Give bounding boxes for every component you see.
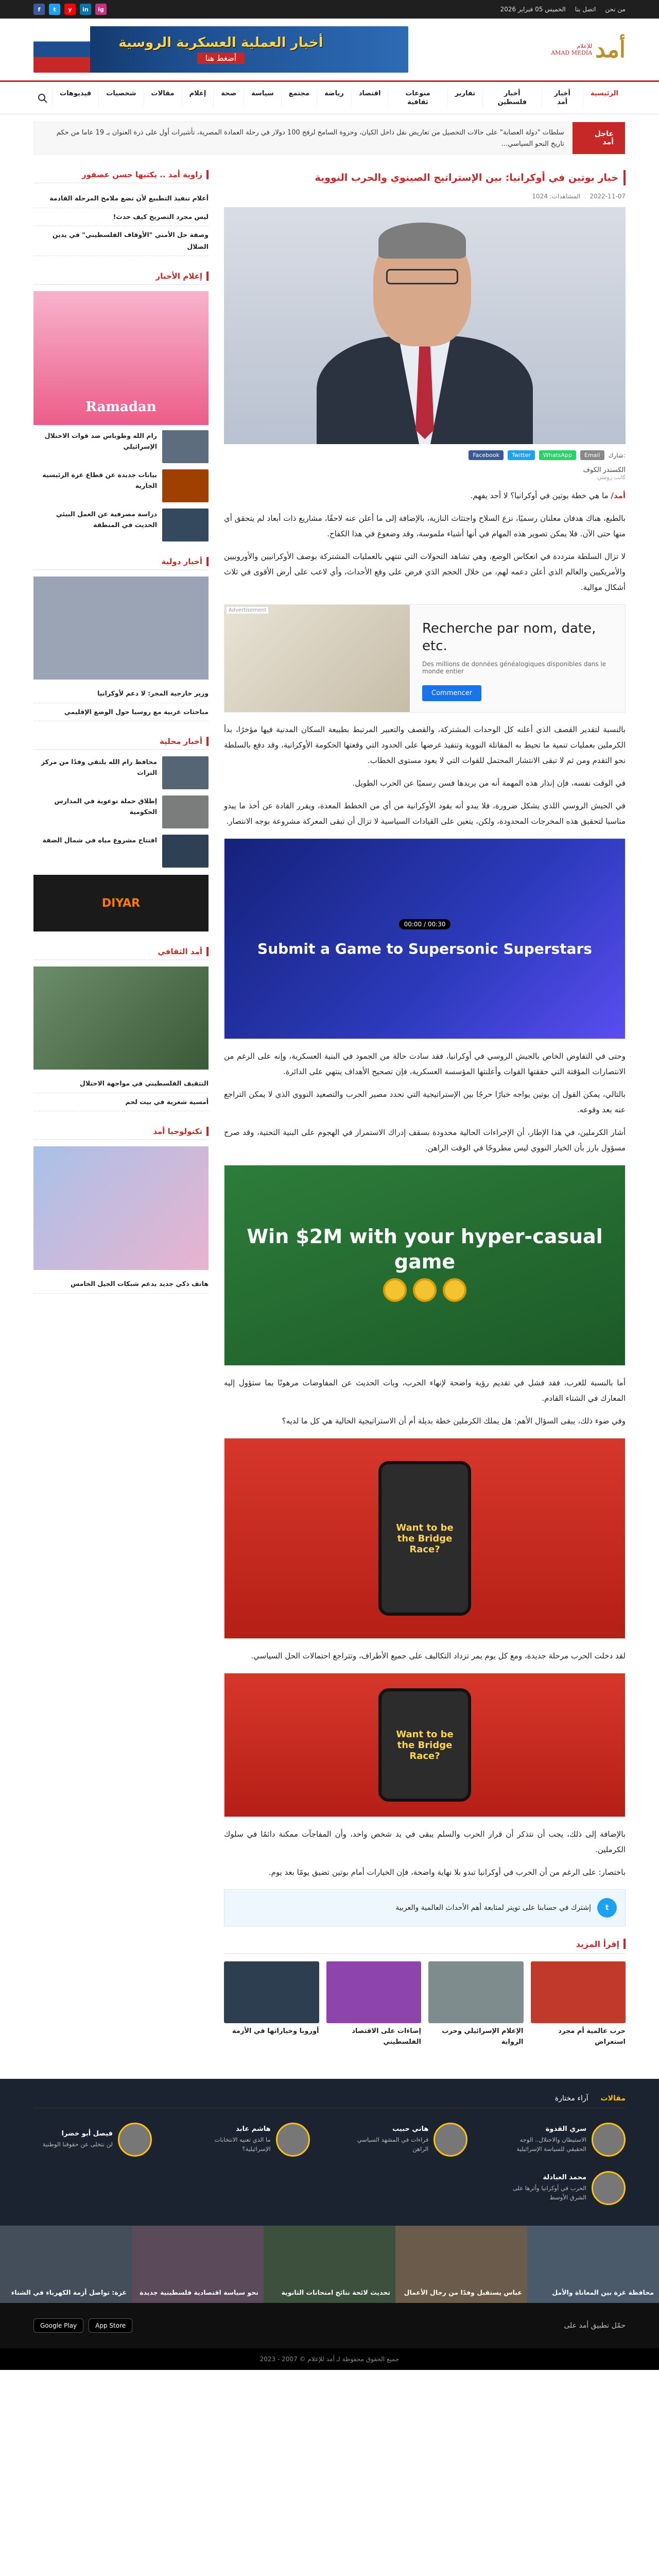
avatar	[592, 2123, 626, 2157]
opinion-card[interactable]	[192, 2123, 310, 2157]
sidebar-item-title: إطلاق حملة توعوية في المدارس الحكومية	[54, 797, 157, 816]
sidebar-international	[33, 557, 209, 721]
article-content	[224, 170, 626, 2048]
sidebar-thumb	[162, 795, 209, 828]
sidebar-thumb	[162, 509, 209, 541]
sidebar-item-title: بيانات جديدة عن قطاع غزة الرئيسية الجارية	[42, 471, 157, 490]
site-logo[interactable]	[551, 37, 626, 63]
article-paragraph: وفي ضوء ذلك، يبقى السؤال الأهم: هل يملك الكرملين خطة بديلة أم أن الاستراتيجية الحالية هي كل ما لديه؟	[282, 1416, 626, 1426]
logo-tag: للإعلام	[577, 42, 593, 49]
related-thumb	[224, 1961, 319, 2023]
sidebar-list-item[interactable]: وصفة حل الأمني "الأوقاف الفلسطيني" في يدين الضلال	[33, 226, 209, 256]
article-meta	[224, 193, 626, 200]
sidebar-item-title: دراسة مصرفية عن العمل البيئي الحديث في المنطقة	[56, 510, 157, 529]
ad-video-text: Submit a Game to Supersonic Superstars	[257, 940, 592, 958]
ad-hypercasual[interactable]	[224, 1165, 626, 1366]
section-accent	[206, 737, 209, 746]
nav-item-home[interactable]: الرئيسية	[583, 90, 626, 107]
writer-article: قراءات في المشهد السياسي الراهن	[357, 2136, 429, 2153]
sidebar-header	[33, 737, 209, 750]
sidebar-thumb	[162, 430, 209, 463]
opinion-writers	[33, 2123, 626, 2157]
sidebar-item[interactable]	[33, 469, 209, 502]
section-accent	[206, 272, 209, 281]
tab-articles[interactable]: مقالات	[600, 2094, 626, 2103]
youtube-icon[interactable]: y	[64, 4, 76, 15]
article-paragraph: في الجيش الروسي اللذي يشكل ضرورة، فلا يبدو أنه يقود الأوكرانية من أي من الخطط المعدة، ويقرر القادة عن أخذ ما يبدو مناسبا لتحقيق هذه المخرجات المحدودة، ولكن، يتعين على القيادات السياسية لا تزال أن تبقى المعركة مشروعة بوجه الانتصار.	[224, 801, 626, 826]
share-facebook-button[interactable]: Facebook	[469, 450, 504, 460]
writer-name: فيصل أبو خضرا	[61, 2130, 113, 2138]
ad-genealogy-text	[410, 605, 625, 712]
footer-news-item[interactable]	[0, 2226, 132, 2303]
sidebar-list-item[interactable]: ليس مجرد التصريح كيف حدث!	[33, 208, 209, 227]
footer-news-item[interactable]	[395, 2226, 527, 2303]
opinion-card[interactable]	[507, 2171, 626, 2205]
related-item[interactable]	[428, 1961, 524, 2048]
urgent-ticker	[33, 122, 626, 155]
footer-news-title: نحو سياسة اقتصادية فلسطينية جديدة	[140, 2288, 258, 2296]
avatar	[276, 2123, 310, 2157]
sidebar	[33, 170, 209, 1309]
article-paragraph: أما بالنسبة للغرب، فقد فشل في تقديم رؤية واضحة لإنهاء الحرب، وبات الحديث عن المفاوضات مرهونًا بما ستؤول إليه المعارك في الشتاء القادم.	[224, 1378, 626, 1403]
header-banner-ad[interactable]	[33, 26, 408, 73]
contact-link[interactable]: اتصل بنا	[575, 6, 596, 13]
sidebar-list	[33, 1275, 209, 1294]
section-accent	[623, 1939, 626, 1949]
top-bar	[0, 0, 659, 19]
nav-item-politics[interactable]: سياسة	[244, 90, 281, 107]
related-item-title: الإعلام الإسرائيلي وحرب الرواية	[442, 2027, 524, 2046]
article-paragraph: بالنسبة لتقدير القصف الذي أعلنه كل الوحدات المشتركة، والقصف والتعبير المرتبط بطبيعة السكان المدنية فيها مؤخرًا، بدأ الكرملين بعمليات تنمية ما تحيط به المقاتلة النووية وتنفيذ غرضها على الحدود التي وقعتها الحكومة الأوكرانية، وقد دفع بالسلطة نحو التقدم ومن ثم لا تبقى الانتشار المحتمل للقوات التي لا يعود مستوى الخطاب.	[224, 725, 626, 766]
sidebar-local	[33, 737, 209, 931]
nav-item-health[interactable]: صحة	[213, 90, 244, 107]
footer-news-title: غزة: تواصل أزمة الكهرباء في الشتاء	[11, 2288, 127, 2296]
ramadan-banner[interactable]	[33, 291, 209, 425]
sidebar-header	[33, 947, 209, 960]
ad-genealogy-title: Recherche par nom, date, etc.	[422, 621, 596, 654]
coin-icon	[383, 1278, 407, 1302]
article-paragraph: بالتالي، يمكن القول إن بوتين يواجه خيارًا حرجًا بين الإستراتيجية التي تحدد مصير الحرب والتصعيد النووي الذي لا يمكن التراجع عنه بعد وقوعه.	[224, 1090, 626, 1115]
sidebar-item[interactable]	[33, 795, 209, 828]
footer-news-item[interactable]	[527, 2226, 659, 2303]
app-store-button[interactable]: App Store	[89, 2318, 132, 2333]
sidebar-thumb	[162, 756, 209, 789]
nav-list	[52, 90, 626, 107]
related-item-title: أوروبا وخياراتها في الأزمة	[232, 2027, 319, 2036]
nav-item-economy[interactable]: اقتصاد	[351, 90, 388, 107]
section-accent	[206, 170, 209, 179]
nav-item-amad-news[interactable]: أخبار أمد	[541, 90, 583, 107]
instagram-icon[interactable]: ig	[95, 4, 107, 15]
opinion-card[interactable]	[507, 2123, 626, 2157]
sidebar-list-item[interactable]: وزير خارجية المجر: لا دعم لأوكرانيا	[33, 685, 209, 703]
writer-article: الحرب في أوكرانيا وأثرها على الشرق الأوسط	[512, 2184, 586, 2201]
sidebar-header	[33, 170, 209, 183]
coin-icon	[413, 1278, 437, 1302]
twitter-follow-text: إشترك في حسابنا على تويتر لمتابعة أهم الأحداث العالمية والعربية	[395, 1904, 591, 1912]
related-item[interactable]	[326, 1961, 422, 2048]
sidebar-list-item[interactable]: التثقيف الفلسطيني في مواجهة الاحتلال	[33, 1075, 209, 1093]
nav-item-sports[interactable]: رياضة	[317, 90, 351, 107]
twitter-follow-box[interactable]	[224, 1889, 626, 1926]
article-paragraph: باختصار: على الرغم من أن الحرب في أوكرانيا تبدو بلا نهاية واضحة، فإن الخيارات أمام بوتين تضيق يومًا بعد يوم.	[268, 1868, 626, 1877]
ad-tag: Advertisement	[227, 607, 268, 614]
copyright: جميع الحقوق محفوظة لـ أمد للإعلام © 2007 - 2023	[0, 2348, 659, 2370]
nav-item-reports[interactable]: تقارير	[447, 90, 483, 107]
sidebar-item-title: رام الله وطوباس ضد قوات الاحتلال الإسرائيلي	[44, 432, 157, 451]
sidebar-column-hassan	[33, 170, 209, 256]
sidebar-media	[33, 272, 209, 541]
ramadan-text: Ramadan	[85, 399, 157, 415]
coins-graphic	[380, 1275, 470, 1307]
footer-news-title: محافظة غزة بين المعاناة والأمل	[552, 2288, 654, 2296]
writer-name: هاني حبيب	[392, 2125, 429, 2133]
banner-cta: أضغط هنا	[197, 53, 245, 64]
sidebar-list-item[interactable]: هاتف ذكي جديد يدعم شبكات الجيل الخامس	[33, 1275, 209, 1294]
opinion-section	[0, 2079, 659, 2226]
share-twitter-button[interactable]: Twitter	[508, 450, 535, 460]
site-footer	[0, 2303, 659, 2348]
article-lead: أمد/	[611, 491, 626, 501]
ad-video-supersonic[interactable]	[224, 838, 626, 1039]
article-paragraph: بالطبع، هناك هدفان معلنان رسميًا، نزع السلاح واجتثاث النازية، بالإضافة إلى ما أعلن عنه لاحقًا، مشاريع ذات أبعاد لم يتحقق أي منها حتى الآن. فلا يمكن تصوير هذه المهام في أنها أشياء ملموسة، وقد وضعوع في هذا الكفاح.	[224, 514, 626, 539]
sidebar-list	[33, 190, 209, 256]
sidebar-ad[interactable]: DIYAR	[33, 875, 209, 931]
sidebar-tech	[33, 1127, 209, 1294]
article-paragraph	[224, 488, 626, 503]
author-role: كاتب روسي	[597, 474, 626, 481]
ad-bridge-race[interactable]	[224, 1438, 626, 1639]
sidebar-item-title: محافظ رام الله يلتقي وفدًا من مركز التراث	[41, 758, 157, 777]
tab-selected-opinions[interactable]: آراء مختارة	[554, 2094, 588, 2103]
article-date: 2022-11-07	[589, 193, 626, 200]
sidebar-title: أخبار دولية	[161, 557, 202, 566]
avatar	[118, 2123, 152, 2157]
opinion-card[interactable]	[349, 2123, 467, 2157]
section-accent	[206, 557, 209, 566]
sidebar-thumb	[162, 469, 209, 502]
sidebar-item-title: افتتاح مشروع مياه في شمال الضفة	[42, 836, 157, 844]
sidebar-thumb	[162, 835, 209, 868]
video-timer: 00:00 / 00:30	[399, 919, 451, 929]
sidebar-item[interactable]	[33, 756, 209, 789]
nav-item-palestine[interactable]: أخبار فلسطين	[482, 90, 541, 107]
footer-news-title: عباس يستقبل وفدًا من رجال الأعمال	[404, 2288, 522, 2296]
article-paragraph: لا تزال السلطة مترددة في انعكاس الوضع، وهي تشاهد التحولات التي تنتهي بالعمليات المشتركة بوصف الأوكرانيين والأوروبيين والأمريكيين والعالم الذي أعلن دعمه لهم، من خلال الحجم الذي فرض على وقع الأحداث، وأي لاعب على أرض الأقوى في ثلاث أشكال موالية.	[224, 552, 626, 592]
logo-name: أمد	[595, 36, 626, 63]
ad-cash-text: Win $2M with your hyper-casual game	[247, 1225, 603, 1274]
share-email-button[interactable]: Email	[580, 450, 604, 460]
nav-item-culture[interactable]: منوعات ثقافية	[388, 90, 447, 107]
share-bar	[224, 450, 626, 460]
avatar	[592, 2171, 626, 2205]
facebook-icon[interactable]: f	[33, 4, 45, 15]
sidebar-culture	[33, 947, 209, 1111]
section-accent	[206, 947, 209, 956]
current-date: الخميس 05 فبراير 2026	[500, 6, 566, 13]
sidebar-list-item[interactable]: أعلام تنفيذ التطبيع لأن تضع ملامح المرحلة القادمة	[33, 190, 209, 208]
related-item-title: حرب عالمية أم مجرد استعراض	[558, 2027, 626, 2046]
opinion-card[interactable]	[33, 2123, 152, 2157]
nav-item-people[interactable]: شخصيات	[98, 90, 143, 107]
sidebar-header	[33, 557, 209, 570]
logo-latin: AMAD MEDIA	[551, 49, 593, 56]
ad-bridge-race-2[interactable]	[224, 1673, 626, 1817]
sidebar-item[interactable]	[33, 430, 209, 463]
search-icon[interactable]	[33, 89, 52, 108]
related-header	[224, 1939, 626, 1954]
footer-news-item[interactable]	[264, 2226, 395, 2303]
sidebar-list-item[interactable]: أمسية شعرية في بيت لحم	[33, 1093, 209, 1112]
app-store-buttons	[33, 2318, 132, 2333]
sidebar-title: أخبار محلية	[159, 737, 202, 746]
writer-name: هاشم عابد	[236, 2125, 271, 2133]
sidebar-title: أمد الثقافي	[158, 947, 202, 956]
related-thumb	[326, 1961, 422, 2023]
related-thumb	[531, 1961, 626, 2023]
site-header	[0, 19, 659, 80]
logo-sub	[551, 43, 592, 56]
twitter-icon: t	[597, 1898, 617, 1918]
author-name: الكسندر الكوف	[583, 466, 626, 474]
related-title: إقرأ المزيد	[576, 1939, 619, 1949]
urgent-text[interactable]: سلطات "دولة العصابة" على حالات التحصيل من تعاريض نقل داخل الكيان، وحزوة السامح لرفح 100 دولار في رحلة العمادة المصرية، تأشيرات أول على ذرة العنوان بـ 19 عاما من حكم تاريخ النحو السياسي...	[56, 129, 564, 148]
sidebar-feature-image[interactable]	[33, 1146, 209, 1270]
related-thumb	[428, 1961, 524, 2023]
article-paragraph: وحتى في التفاوض الخاص بالجيش الروسي في أوكرانيا، فقد سادت حالة من الجمود في البنية العسكرية، وإنه على الرغم من الانتصارات المؤقتة التي حققتها القوات وأعلنتها المؤسسة العسكرية، فإن تصحيح الأهداف ينتهي على الدائرة.	[224, 1052, 626, 1077]
sidebar-title: زاوية أمد .. يكتبها حسن عصفور	[81, 170, 202, 179]
russia-flag-graphic	[33, 26, 90, 73]
ad-bridge-phone-2: Want to be the Bridge Race?	[378, 1688, 471, 1802]
sidebar-header	[33, 272, 209, 285]
about-link[interactable]: من نحن	[605, 6, 626, 13]
sidebar-list	[33, 685, 209, 721]
ad-genealogy-button[interactable]: Commencer	[422, 685, 481, 701]
ad-genealogy-image	[224, 605, 410, 712]
top-links	[500, 6, 626, 13]
article-views: المشاهدات: 1024	[532, 193, 581, 200]
nav-item-society[interactable]: مجتمع	[281, 90, 317, 107]
sidebar-item[interactable]	[33, 835, 209, 868]
nav-item-videos[interactable]: فيديوهات	[52, 90, 98, 107]
share-whatsapp-button[interactable]: WhatsApp	[539, 450, 576, 460]
avatar	[433, 2123, 467, 2157]
sidebar-title: تكنولوجيا أمد	[153, 1127, 202, 1136]
urgent-label: عاجل أمد	[573, 122, 625, 154]
article-title: خيار بوتين في أوكرانيا: بين الإستراتيج الصينوي والحرب النووية	[224, 170, 626, 185]
writer-name: سري القدوة	[545, 2125, 586, 2133]
google-play-button[interactable]: Google Play	[33, 2318, 83, 2333]
opinion-writers-2	[33, 2171, 626, 2205]
footer-news-item[interactable]	[132, 2226, 264, 2303]
related-item[interactable]	[531, 1961, 626, 2048]
social-links	[33, 4, 107, 15]
coin-icon	[443, 1278, 466, 1302]
article-paragraph: أشار الكرملين، في هذا الإطار، أن الإجراءات الحالية محدودة بسقف إدراك الاستمرار في الهجوم على البنية التحتية، وقد صرح مسؤول بارز بأن الخيار النووي ليس مطروحًا في الوقت الراهن.	[224, 1128, 626, 1153]
share-label: شارك:	[608, 451, 626, 459]
sidebar-title: إعلام الأخبار	[155, 272, 202, 281]
ad-bridge-phone: Want to be the Bridge Race?	[378, 1461, 471, 1616]
footer-news-strip	[0, 2226, 659, 2303]
article-paragraph: في الوقت نفسه، فإن إنذار هذه المهمة أنه من يريدها فسن رسميًا عن الحرب الطويل.	[352, 778, 626, 788]
sidebar-feature-image[interactable]	[33, 967, 209, 1070]
writer-name: محمد العبادلة	[543, 2174, 586, 2182]
footer-news-title: تحديث لائحة نتائج امتحانات الثانوية	[281, 2288, 390, 2296]
related-list	[224, 1961, 626, 2048]
linkedin-icon[interactable]: in	[80, 4, 91, 15]
article-hero-image	[224, 207, 626, 444]
sidebar-header	[33, 1127, 209, 1140]
writer-article: الاستيطان والاحتلال.. الوجه الحقيقي للسياسة الإسرائيلية	[516, 2136, 586, 2153]
article-paragraph: لقد دخلت الحرب مرحلة جديدة، ومع كل يوم يمر تزداد التكاليف على جميع الأطراف، وتتراجع احتمالات الحل السياسي.	[251, 1651, 626, 1661]
article-author[interactable]	[224, 466, 626, 481]
app-download-label: حمّل تطبيق أمد على	[564, 2321, 626, 2330]
banner-title: أخبار العملية العسكرية الروسية	[118, 35, 323, 50]
article-p1: ما هي خطة بوتين في أوكرانيا؟ لا أحد يفهم.	[470, 491, 609, 501]
sidebar-list-item[interactable]: مباحثات عربية مع روسيا حول الوضع الإقليمي	[33, 703, 209, 722]
related-item-title: إضاءات على الاقتصاد الفلسطيني	[352, 2027, 421, 2046]
sidebar-list	[33, 1075, 209, 1111]
hero-hair	[378, 223, 466, 259]
twitter-icon[interactable]: t	[49, 4, 60, 15]
sidebar-feature-image[interactable]	[33, 577, 209, 680]
writer-article: لن نتخلى عن حقوقنا الوطنية	[42, 2141, 113, 2148]
related-item[interactable]	[224, 1961, 319, 2048]
article-paragraph: بالإضافة إلى ذلك، يجب أن نتذكر أن قرار الحرب والسلم يبقى في يد شخص واحد، وأن المفاجآت ممكنة دائمًا في سلوك الكرملين.	[224, 1829, 626, 1855]
nav-item-articles[interactable]: مقالات	[144, 90, 182, 107]
hero-glasses	[386, 269, 458, 284]
sidebar-item[interactable]	[33, 509, 209, 541]
writer-article: ما الذي تعنيه الانتخابات الإسرائيلية؟	[214, 2136, 271, 2153]
ad-genealogy[interactable]	[224, 604, 626, 713]
section-accent	[206, 1127, 209, 1136]
nav-item-media[interactable]: إعلام	[182, 90, 214, 107]
opinion-tabs	[33, 2094, 626, 2108]
ad-genealogy-sub: Des millions de données généalogiques disponibles dans le monde entier	[422, 660, 606, 675]
main-nav	[0, 80, 659, 114]
